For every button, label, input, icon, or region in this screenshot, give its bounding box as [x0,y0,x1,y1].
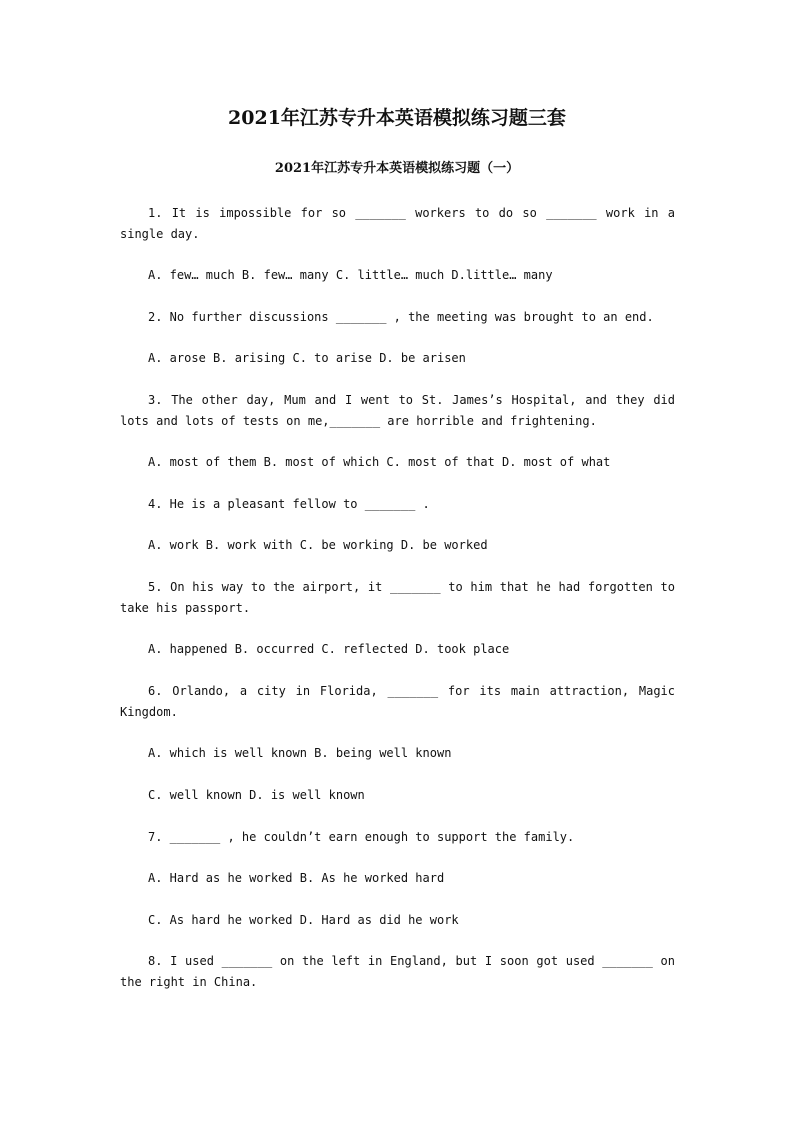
question-7-options-a: A. Hard as he worked B. As he worked hard [148,871,445,885]
question-7-options-c: C. As hard he worked D. Hard as did he work [148,913,459,927]
question-2-options: A. arose B. arising C. to arise D. be arisen [148,351,466,365]
question-4-options: A. work B. work with C. be working D. be worked [148,538,488,552]
document-title: 2021年江苏专升本英语模拟练习题三套 [228,107,566,129]
question-1-options: A. few… much B. few… many C. little… much D.little… many [148,268,553,282]
question-7: 7. _______ , he couldn’t earn enough to support the family. [148,830,575,844]
question-6-options-c: C. well known D. is well known [148,788,365,802]
document-subtitle: 2021年江苏专升本英语模拟练习题（一） [274,161,520,176]
question-5: 5. On his way to the airport, it _______ to him that he had forgotten to take his passport. [120,580,675,615]
question-5-options: A. happened B. occurred C. reflected D. took place [148,642,510,656]
question-4: 4. He is a pleasant fellow to _______ . [148,497,430,511]
question-1: 1. It is impossible for so _______ workers to do so _______ work in a single day. [120,206,675,241]
question-6: 6. Orlando, a city in Florida, _______ for its main attraction, Magic Kingdom. [120,684,675,719]
question-3: 3. The other day, Mum and I went to St. James’s Hospital, and they did lots and lots of tests on me,_______ are horrible and frightening. [120,393,675,428]
question-6-options-a: A. which is well known B. being well known [148,746,452,760]
question-8: 8. I used _______ on the left in England, but I soon got used _______ on the right in China. [120,954,675,989]
question-2: 2. No further discussions _______ , the meeting was brought to an end. [148,310,654,324]
question-3-options: A. most of them B. most of which C. most of that D. most of what [148,455,611,469]
